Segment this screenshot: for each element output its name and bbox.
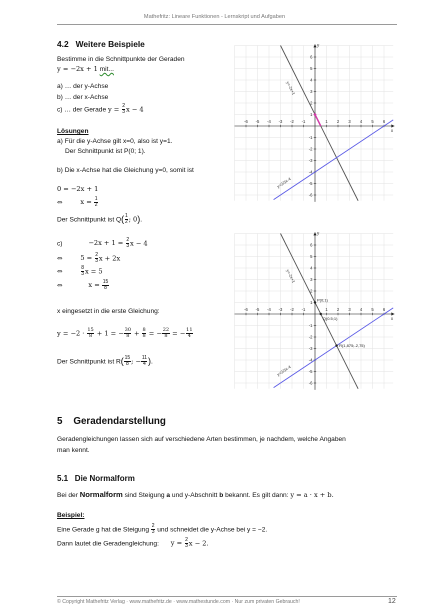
x-tick-label: -6 [244, 307, 248, 312]
line-1-label: y=-2x+1 [285, 268, 297, 284]
x-tick-label: 3 [348, 307, 351, 312]
solution-b-point: Der Schnittpunkt ist Q( $\frac{1}{2}$ ; 0). [57, 213, 143, 225]
y-axis-label: y [317, 230, 320, 236]
x-tick-label: -2 [290, 119, 294, 124]
x-tick-label: -1 [301, 119, 306, 124]
task-item-c [57, 104, 144, 115]
fraction: $\frac{2}{3}$ [122, 103, 126, 115]
fraction: $\frac{11}{4}$ [141, 355, 148, 367]
solution-c-step-1 [57, 238, 148, 249]
task-item-c-tail: x − 4 [125, 105, 144, 114]
y-tick-label: -5 [308, 369, 313, 374]
y-tick-label: 2 [310, 100, 313, 106]
point-p-label: P(0;1) [317, 297, 328, 303]
fraction: $\frac{15}{8}$ [102, 279, 109, 291]
solution-c-insert-text: x eingesetzt in die erste Gleichung: [57, 308, 160, 315]
solution-c-eq1-tail: x − 4 [129, 239, 148, 248]
x-tick-label: 2 [336, 307, 340, 312]
solution-c-step-3 [57, 266, 103, 277]
x-tick-label: 1 [325, 307, 328, 312]
example-line-1: Eine Gerade g hat die Steigung $\frac{2}{3}$ und schneidet die y-Achse bei y = −2. [57, 523, 268, 535]
y-tick-label: 3 [310, 89, 313, 94]
labels [244, 231, 394, 386]
point-p [314, 301, 316, 303]
x-tick-label: 2 [336, 119, 340, 124]
y-tick-label: -6 [308, 192, 313, 198]
section-title: Die Normalform [74, 474, 135, 483]
task-item-c-label: c) … der Gerade [57, 106, 107, 114]
x-tick-label: 6 [382, 119, 386, 124]
line-y-two-thirds-x-minus-4 [274, 120, 394, 200]
equivalence-arrow: ⇔ [57, 254, 63, 263]
x-axis-label: x [390, 128, 394, 133]
line-1-label: y=-2x+1 [285, 80, 297, 96]
x-tick-label: -4 [267, 119, 271, 124]
y-tick-label: 6 [310, 54, 313, 60]
footer-divider [57, 596, 397, 597]
line-2-label: y=2/3x-4 [275, 176, 292, 189]
y-tick-label: -1 [308, 323, 313, 328]
point-q-label: Q(0.5;1) [322, 316, 338, 321]
y-tick-label: -2 [308, 334, 313, 340]
term-normalform: Normalform [79, 490, 123, 499]
x-tick-label: 5 [371, 307, 374, 312]
task-item-b: b) … der x-Achse [57, 94, 109, 101]
task-equation-tail: mit... [99, 66, 114, 73]
page-footer: © Copyright Mathefritz Verlag · www.mathefritz.de · www.mathestunde.com · Nur zum privaten Gebrauch! [57, 599, 300, 605]
section-heading-4-2 [57, 40, 145, 48]
fraction: $\frac{2}{3}$ [151, 523, 155, 535]
solution-c-eq2-tail: x + 2x [98, 254, 121, 263]
fraction: $\frac{1}{2}$ [94, 196, 98, 208]
solution-c-eq2-pre: 5 = [80, 254, 95, 263]
section-heading-5-1 [57, 475, 135, 483]
y-tick-label: 1 [310, 112, 313, 117]
x-tick-label: 6 [382, 307, 386, 312]
x-tick-label: 4 [359, 307, 363, 312]
x-tick-label: -5 [255, 119, 260, 124]
header-divider [57, 24, 397, 25]
y-tick-label: -6 [308, 380, 313, 386]
x-tick-label: 3 [348, 119, 351, 124]
solution-b-line-1: b) Die x-Achse hat die Gleichung y=0, somit ist [57, 167, 194, 174]
task-item-c-lhs: y = [107, 105, 122, 114]
x-tick-label: -1 [301, 307, 306, 312]
x-axis-label: x [390, 316, 394, 321]
equivalence-arrow: ⇔ [57, 267, 63, 276]
x-tick-label: 5 [371, 119, 374, 124]
solution-b-equivalence [57, 197, 98, 208]
x-tick-label: -3 [278, 119, 283, 124]
graph-2 [227, 230, 395, 386]
task-item-a: a) … der y-Achse [57, 83, 109, 90]
y-tick-label: -4 [308, 169, 313, 175]
solution-c-label: c) [57, 240, 63, 248]
fraction: $\frac{1}{2}$ [125, 213, 128, 225]
y-tick-label: 5 [310, 254, 313, 259]
fraction: $\frac{2}{3}$ [126, 237, 130, 249]
solution-a-line-1: a) Für die y-Achse gilt x=0, also ist y=1. [57, 138, 173, 145]
solution-b-point-tail: ; 0 [128, 215, 138, 224]
x-tick-label: -3 [278, 307, 283, 312]
graph-1 [227, 42, 395, 198]
x-tick-label: -4 [267, 307, 271, 312]
x-tick-label: 4 [359, 119, 363, 124]
solution-b-x: x = [80, 198, 94, 207]
x-tick-label: -6 [244, 119, 248, 124]
section-51-text: Bei der Normalform sind Steigung a und y-Abschnitt b bekannt. Es gilt dann: y = a · x + b. [57, 490, 334, 499]
y-tick-label: 6 [310, 242, 313, 248]
section-title: Geradendarstellung [73, 416, 166, 427]
solutions-heading: Lösungen [57, 128, 89, 135]
y-tick-label: -3 [308, 158, 313, 163]
y-tick-label: 4 [310, 265, 313, 271]
x-tick-label: -2 [290, 307, 294, 312]
y-axis-label: y [317, 42, 320, 48]
solution-c-step-4 [57, 280, 109, 291]
fraction: $\frac{15}{8}$ [124, 355, 131, 367]
solution-c-point-label: Der Schnittpunkt ist R [57, 358, 121, 366]
example-line-2: Dann lautet die Geradengleichung: y = $\frac{2}{3}$ x − 2. [57, 537, 209, 549]
solution-c-eq4-lhs: x = [88, 281, 102, 290]
y-tick-label: 3 [310, 277, 313, 282]
section-number: 5 [57, 416, 63, 427]
page-header: Mathefritz: Lineare Funktionen - Lernskript und Aufgaben [143, 14, 286, 20]
example-equation-lhs: y = [170, 539, 185, 548]
equivalence-arrow: ⇔ [57, 281, 63, 290]
y-tick-label: 1 [310, 300, 313, 305]
solution-b-equation-1: 0 = −2x + 1 [57, 185, 99, 193]
labels [244, 43, 394, 198]
point-q [320, 313, 322, 315]
equivalence-arrow: ⇔ [57, 198, 63, 207]
solution-b-point-label: Der Schnittpunkt ist Q [57, 216, 122, 224]
example-equation-tail: x − 2. [188, 539, 209, 548]
y-tick-label: -2 [308, 146, 313, 152]
y-tick-label: 4 [310, 77, 313, 83]
y-tick-label: -5 [308, 181, 313, 186]
highlight-segment [315, 115, 321, 127]
fraction: $\frac{2}{3}$ [95, 252, 98, 264]
task-intro: Bestimme in die Schnittpunkte der Geraden [57, 56, 185, 63]
y-tick-label: 2 [310, 288, 313, 294]
y-tick-label: 5 [310, 66, 313, 71]
solution-c-eq1-lhs: −2x + 1 = [88, 239, 126, 248]
normalform-formula: y = a · x + b. [290, 491, 334, 499]
solution-a-line-2: Der Schnittpunkt ist P(0; 1). [65, 148, 146, 155]
x-tick-label: -5 [255, 307, 260, 312]
solution-c-eq3-tail: x = 5 [84, 267, 103, 276]
point-r-label: R(1,875;-2,75) [339, 343, 365, 349]
solution-c-point: Der Schnittpunkt ist R( $\frac{15}{8}$ ; − $\frac{11}{4}$ ). [57, 355, 153, 367]
task-equation: y = −2x + 1 [57, 65, 98, 73]
page-number: 12 [388, 598, 396, 605]
fraction: $\frac{8}{3}$ [81, 265, 85, 277]
solution-c-calculation: y = −2 · $\frac{15}{8}$ + 1 = − $\frac{30}{8}$ + $\frac{8}{8}$ = − $\frac{22}{8}$ = − $\frac{11}{4}$ [57, 327, 193, 339]
section-5-text-1: Geradengleichungen lassen sich auf verschiedene Arten bestimmen, je nachdem, welche Angaben [57, 436, 346, 443]
solution-c-step-2 [57, 253, 120, 264]
task-equation-line [57, 66, 114, 74]
x-tick-label: 1 [325, 119, 328, 124]
section-heading-5 [57, 417, 166, 427]
section-title: Weitere Beispiele [75, 39, 145, 49]
point-r [335, 344, 337, 346]
section-number: 5.1 [57, 474, 69, 483]
example-heading: Beispiel: [57, 512, 85, 519]
y-tick-label: -4 [308, 357, 313, 363]
y-tick-label: -3 [308, 346, 313, 351]
section-5-text-2: man kennt. [57, 447, 90, 454]
section-number: 4.2 [57, 39, 69, 49]
line-2-label: y=2/3x-4 [275, 364, 292, 377]
fraction: $\frac{2}{3}$ [185, 537, 188, 549]
y-tick-label: -1 [308, 135, 313, 140]
intersection-point-p [314, 113, 317, 116]
